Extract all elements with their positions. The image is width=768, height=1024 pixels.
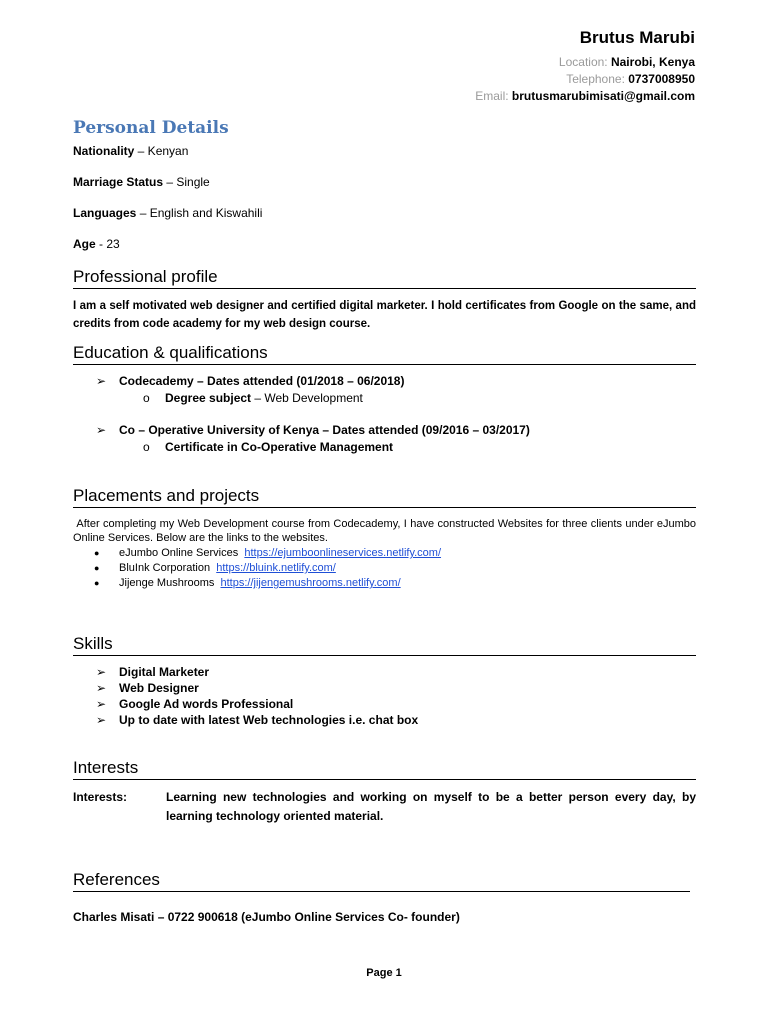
skill-text: Google Ad words Professional <box>119 697 294 711</box>
professional-profile-heading: Professional profile <box>73 267 696 289</box>
languages-line <box>73 206 262 220</box>
location-label: Location: <box>558 55 608 69</box>
professional-profile-text: I am a self motivated web designer and certified digital marketer. I hold certificates from Google on the same, and credits from code academy for my web design course. <box>73 300 696 330</box>
project-item <box>94 562 336 574</box>
placements-intro: After completing my Web Development course from Codecademy, I have constructed Websites for three clients under eJumbo Online Services. Below are the links to the websites. <box>73 518 697 544</box>
skill-item <box>96 681 199 695</box>
age-value: - 23 <box>95 237 120 251</box>
interests-label: Interests: <box>73 790 128 804</box>
languages-label: Languages <box>73 206 137 220</box>
project-link-jijenge[interactable]: https://jijengemushrooms.netlify.com/ <box>220 577 401 589</box>
education-heading: Education & qualifications <box>73 343 696 365</box>
email-line <box>475 89 695 103</box>
education-subitem-degree <box>143 391 363 405</box>
certificate-text: Certificate in Co-Operative Management <box>165 440 394 454</box>
interests-heading: Interests <box>73 758 696 780</box>
age-label: Age <box>73 237 96 251</box>
skill-text: Up to date with latest Web technologies i.e. chat box <box>119 713 419 727</box>
marriage-value: – Single <box>163 175 210 189</box>
arrow-bullet-icon: ➢ <box>96 697 107 711</box>
email-label: Email: <box>475 89 509 103</box>
project-item <box>94 577 401 589</box>
languages-value: – English and Kiswahili <box>136 206 263 220</box>
project-name: BluInk Corporation <box>119 562 211 574</box>
marriage-label: Marriage Status <box>73 175 164 189</box>
education-item-text: Co – Operative University of Kenya – Dates attended (09/2016 – 03/2017) <box>119 423 530 437</box>
circle-bullet-icon: o <box>143 391 150 405</box>
education-subitem-certificate <box>143 440 393 454</box>
location-value: Nairobi, Kenya <box>610 55 695 69</box>
page-number: Page 1 <box>366 967 402 979</box>
references-heading: References <box>73 870 690 892</box>
project-link-ejumbo[interactable]: https://ejumboonlineservices.netlify.com/ <box>244 547 442 559</box>
arrow-bullet-icon: ➢ <box>96 713 107 727</box>
location-line <box>559 55 695 69</box>
degree-value: – Web Development <box>251 391 363 405</box>
personal-details-heading: Personal Details <box>73 118 229 138</box>
project-name: Jijenge Mushrooms <box>119 577 215 589</box>
project-item <box>94 547 441 559</box>
nationality-line <box>73 144 188 158</box>
interests-text: Learning new technologies and working on myself to be a better person every day, by learning technology oriented material. <box>166 790 696 823</box>
skill-item <box>96 665 209 679</box>
arrow-bullet-icon: ➢ <box>96 374 107 388</box>
arrow-bullet-icon: ➢ <box>96 665 107 679</box>
skills-heading: Skills <box>73 634 696 656</box>
project-name: eJumbo Online Services <box>119 547 239 559</box>
nationality-value: – Kenyan <box>134 144 189 158</box>
candidate-name: Brutus Marubi <box>579 28 695 47</box>
project-link-bluink[interactable]: https://bluink.netlify.com/ <box>216 562 336 574</box>
age-line <box>73 237 120 251</box>
skill-item <box>96 713 418 727</box>
placements-heading: Placements and projects <box>73 486 696 508</box>
reference-entry: Charles Misati – 0722 900618 (eJumbo Online Services Co- founder) <box>73 910 460 924</box>
telephone-label: Telephone: <box>566 72 625 86</box>
telephone-value: 0737008950 <box>628 72 695 86</box>
nationality-label: Nationality <box>73 144 135 158</box>
dot-bullet-icon: ● <box>94 563 100 573</box>
education-item-codecademy <box>96 374 404 388</box>
dot-bullet-icon: ● <box>94 578 100 588</box>
skill-text: Web Designer <box>119 681 199 695</box>
education-item-university <box>96 423 530 437</box>
education-item-text: Codecademy – Dates attended (01/2018 – 06/2018) <box>119 374 405 388</box>
dot-bullet-icon: ● <box>94 548 100 558</box>
arrow-bullet-icon: ➢ <box>96 681 107 695</box>
skill-text: Digital Marketer <box>119 665 210 679</box>
arrow-bullet-icon: ➢ <box>96 423 107 437</box>
skill-item <box>96 697 293 711</box>
marriage-status-line <box>73 175 210 189</box>
telephone-line <box>566 72 695 86</box>
degree-label: Degree subject <box>165 391 252 405</box>
circle-bullet-icon: o <box>143 440 150 454</box>
email-value: brutusmarubimisati@gmail.com <box>511 89 695 103</box>
